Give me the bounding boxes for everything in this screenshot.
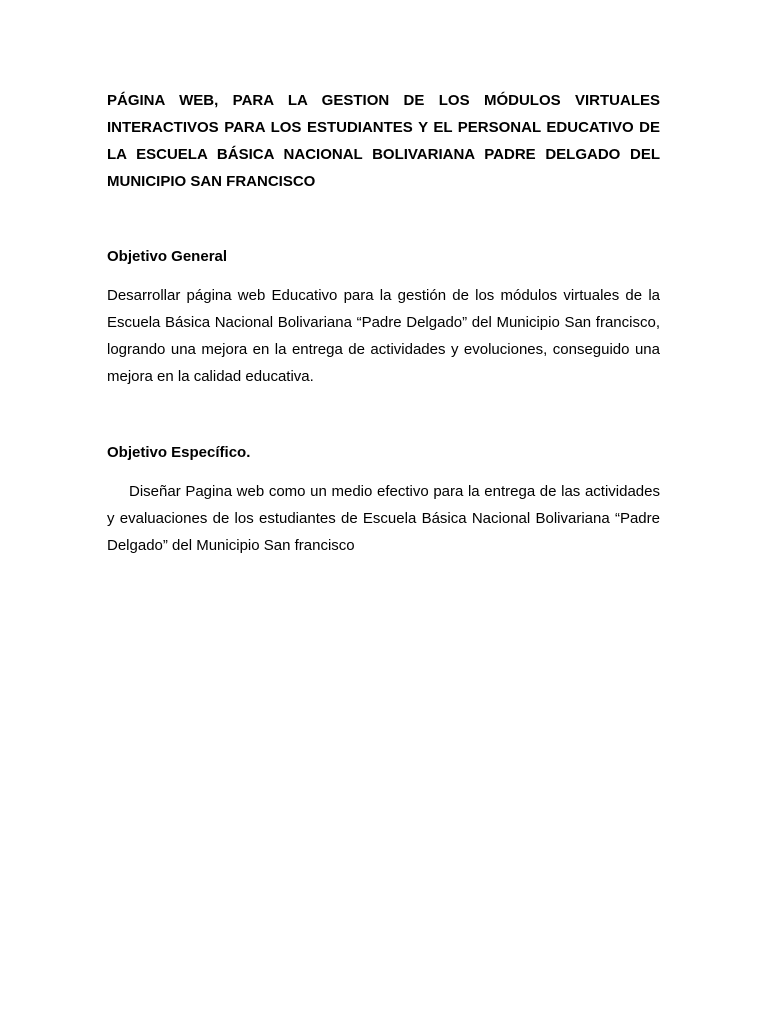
section-text-objetivo-general: Desarrollar página web Educativo para la gestión de los módulos virtuales de la Escuela Básica Nacional Bolivariana “Padre Delgado” del Municipio San francisco, logrando una mejora en la entrega de actividades y evoluciones, conseguido una mejora en la calidad educativa. [107,287,660,385]
section-heading-objetivo-especifico: Objetivo Específico. [107,444,251,461]
section-text-objetivo-especifico: Diseñar Pagina web como un medio efectivo para la entrega de las actividades y evaluaciones de los estudiantes de Escuela Básica Nacional Bolivariana “Padre Delgado” del Municipio San francisco [107,483,660,554]
document-page [107,87,660,559]
section-heading-objetivo-general: Objetivo General [107,248,228,265]
document-title: PÁGINA WEB, PARA LA GESTION DE LOS MÓDULOS VIRTUALES INTERACTIVOS PARA LOS ESTUDIANTES Y EL PERSONAL EDUCATIVO DE LA ESCUELA BÁSICA NACIONAL BOLIVARIANA PADRE DELGADO DEL MUNICIPIO SAN FRANCISCO [107,92,660,190]
